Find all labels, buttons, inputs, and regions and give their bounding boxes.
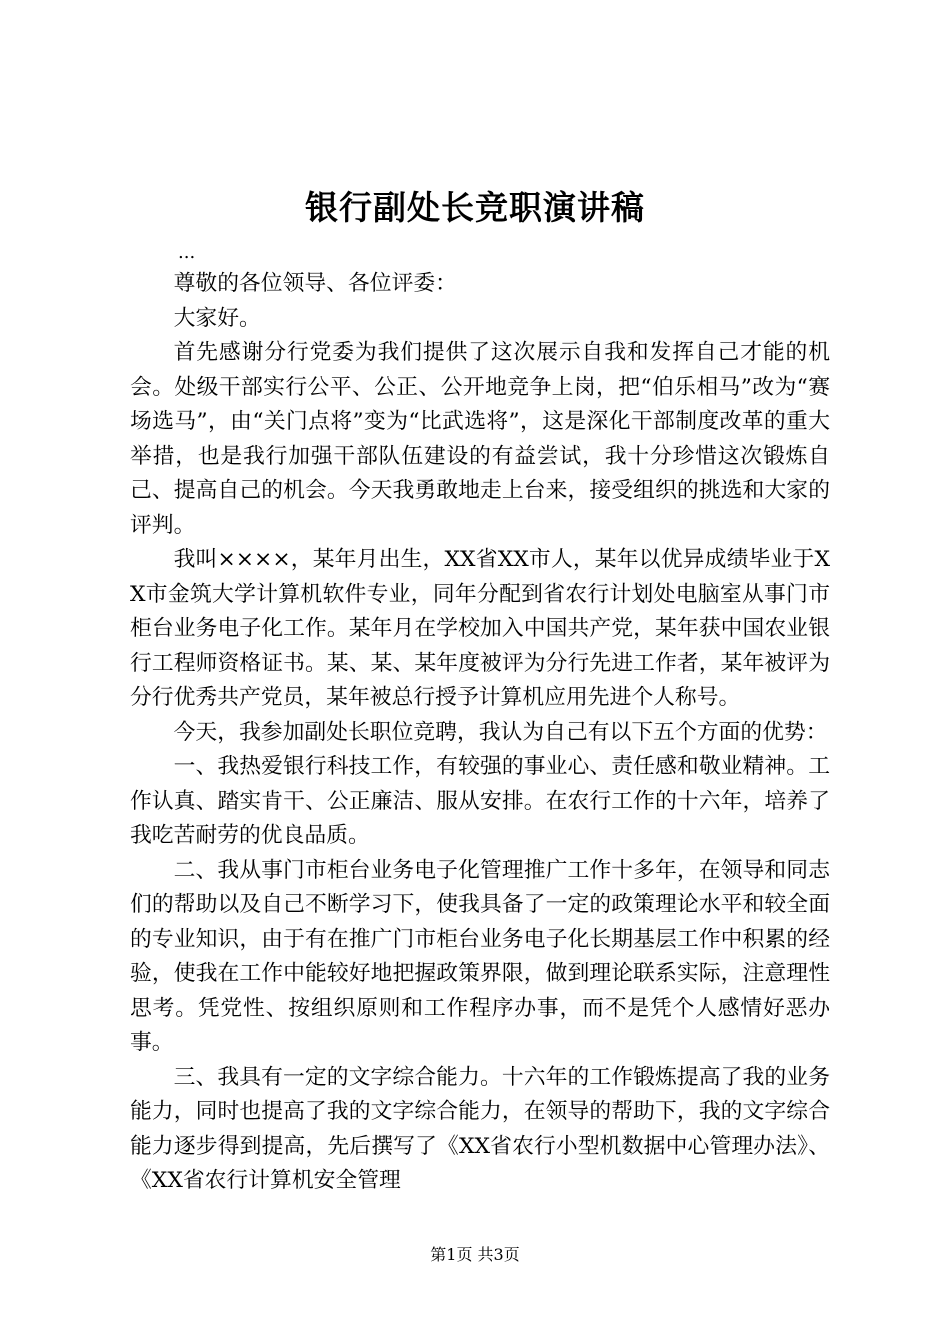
paragraph-background: 我叫××××，某年月出生，XX省XX市人，某年以优异成绩毕业于XX市金筑大学计算机软件专业，同年分配到省农行计划处电脑室从事门市柜台业务电子化工作。某年月在学校加入中国共产党，某年获中国农业银行工程师资格证书。某、某、某年度被评为分行先进工作者，某年被评为分行优秀共产党员，某年被总行授予计算机应用先进个人称号。 <box>130 547 830 710</box>
document-body <box>130 239 830 1199</box>
document-title: 银行副处长竞职演讲稿 <box>305 188 645 227</box>
paragraph-advantage-1: 一、我热爱银行科技工作，有较强的事业心、责任感和敬业精神。工作认真、踏实肯干、公正廉洁、服从安排。在农行工作的十六年，培养了我吃苦耐劳的优良品质。 <box>130 754 830 848</box>
paragraph-advantages-lead: 今天，我参加副处长职位竞聘，我认为自己有以下五个方面的优势： <box>173 719 828 745</box>
ellipsis-marker: ... <box>178 242 196 263</box>
paragraph-advantage-2: 二、我从事门市柜台业务电子化管理推广工作十多年，在领导和同志们的帮助以及自己不断学习下，使我具备了一定的政策理论水平和较全面的专业知识，由于有在推广门市柜台业务电子化长期基层工作中积累的经验，使我在工作中能较好地把握政策界限，做到理论联系实际，注意理性思考。凭党性、按组织原则和工作程序办事，而不是凭个人感情好恶办事。 <box>130 857 830 1055</box>
paragraph-intro: 首先感谢分行党委为我们提供了这次展示自我和发挥自己才能的机会。处级干部实行公平、公正、公开地竞争上岗，把“伯乐相马”改为“赛场选马”，由“关门点将”变为“比武选将”，这是深化干部制度改革的重大举措，也是我行加强干部队伍建设的有益尝试，我十分珍惜这次锻炼自己、提高自己的机会。今天我勇敢地走上台来，接受组织的挑选和大家的评判。 <box>130 340 830 538</box>
page-number-footer: 第1页 共3页 <box>430 1245 520 1264</box>
paragraph-advantage-3: 三、我具有一定的文字综合能力。十六年的工作锻炼提高了我的业务能力，同时也提高了我的文字综合能力，在领导的帮助下，我的文字综合能力逐步得到提高，先后撰写了《XX省农行小型机数据中心管理办法》、《XX省农行计算机安全管理 <box>130 1064 830 1193</box>
salutation: 尊敬的各位领导、各位评委： <box>173 271 457 296</box>
greeting: 大家好。 <box>173 305 261 331</box>
